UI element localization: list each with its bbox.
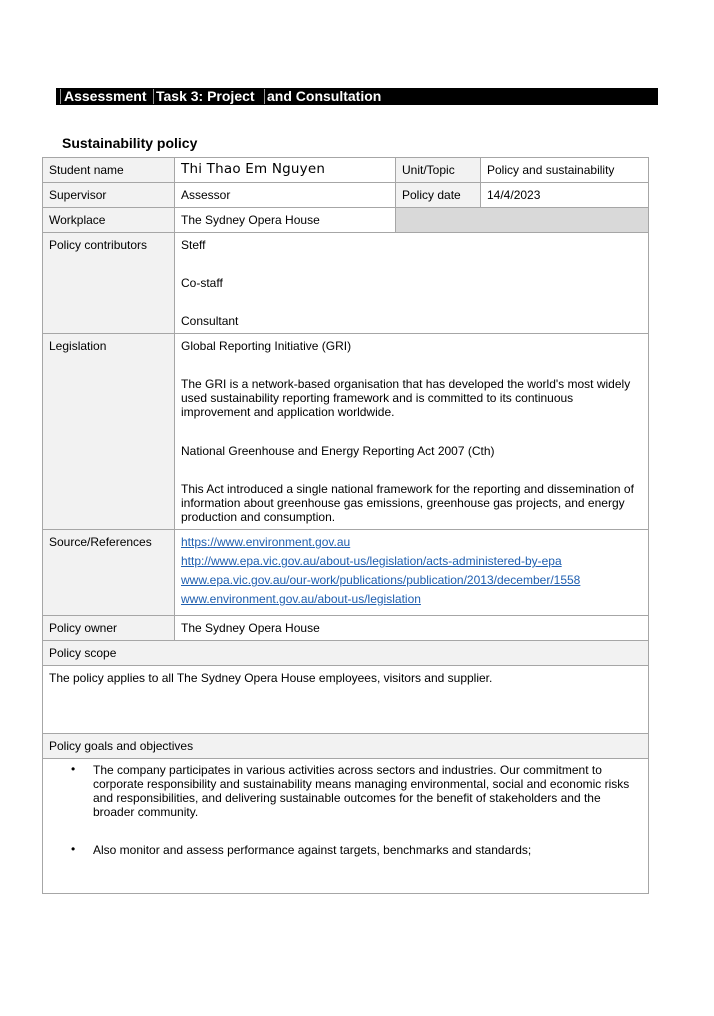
reference-link[interactable]: https://www.environment.gov.au — [181, 535, 351, 549]
goal-text: The company participates in various activities across sectors and industries. Our commitment to corporate responsibility and sustainability means managing environmental, social and economic risks and responsibilities, and delivering sustainable outcomes for the benefit of stakeholders and the broader community. — [93, 763, 630, 819]
supervisor-row — [43, 183, 649, 208]
contributors-value — [175, 233, 649, 334]
bullet-icon: • — [71, 842, 76, 856]
legislation-description: The GRI is a network-based organisation that has developed the world's most widely used sustainability reporting framework and is committed to its continuous improvement and application worldwide. — [181, 377, 631, 419]
sources-value — [175, 530, 649, 616]
sources-row — [43, 530, 649, 616]
unit-topic-label: Unit/Topic — [396, 158, 481, 183]
empty-shaded-cell — [396, 208, 649, 233]
sources-label: Source/References — [43, 530, 175, 616]
student-name-row — [43, 158, 649, 183]
header-divider — [153, 89, 154, 104]
contributor-item: Consultant — [181, 314, 239, 328]
legislation-title: Global Reporting Initiative (GRI) — [181, 339, 352, 353]
contributors-label: Policy contributors — [43, 233, 175, 334]
policy-date-value: 14/4/2023 — [481, 183, 649, 208]
owner-value: The Sydney Opera House — [175, 616, 649, 641]
owner-row — [43, 616, 649, 641]
owner-label: Policy owner — [43, 616, 175, 641]
scope-text-row — [43, 666, 649, 734]
goals-value — [43, 759, 649, 894]
contributors-row — [43, 233, 649, 334]
assessment-header-bar — [56, 88, 658, 105]
reference-link[interactable]: www.epa.vic.gov.au/our-work/publications/publication/2013/december/1558 — [181, 573, 581, 587]
scope-label: Policy scope — [43, 641, 649, 666]
goal-item — [71, 842, 642, 857]
supervisor-label: Supervisor — [43, 183, 175, 208]
legislation-label: Legislation — [43, 334, 175, 530]
section-title: Sustainability policy — [62, 135, 198, 151]
scope-text: The policy applies to all The Sydney Opera House employees, visitors and supplier. — [43, 666, 649, 734]
goals-label: Policy goals and objectives — [43, 734, 649, 759]
contributor-item: Steff — [181, 238, 206, 252]
header-segment-3: and Consultation — [267, 88, 382, 104]
contributor-item: Co-staff — [181, 276, 223, 290]
workplace-value: The Sydney Opera House — [175, 208, 396, 233]
header-divider — [264, 89, 265, 104]
unit-topic-value: Policy and sustainability — [481, 158, 649, 183]
goal-text: Also monitor and assess performance against targets, benchmarks and standards; — [93, 843, 532, 857]
workplace-label: Workplace — [43, 208, 175, 233]
supervisor-value: Assessor — [175, 183, 396, 208]
student-name-value: Thi Thao Em Nguyen — [175, 158, 396, 183]
student-name-label: Student name — [43, 158, 175, 183]
goals-list — [49, 763, 642, 857]
policy-table — [42, 157, 649, 894]
workplace-row — [43, 208, 649, 233]
reference-link[interactable]: http://www.epa.vic.gov.au/about-us/legislation/acts-administered-by-epa — [181, 554, 562, 568]
policy-date-label: Policy date — [396, 183, 481, 208]
header-segment-1: Assessment — [64, 88, 147, 104]
scope-header-row — [43, 641, 649, 666]
legislation-description: This Act introduced a single national framework for the reporting and dissemination of information about greenhouse gas emissions, greenhouse gas projects, and energy production and consumption. — [181, 482, 634, 524]
legislation-value — [175, 334, 649, 530]
header-segment-2: Task 3: Project — [156, 88, 255, 104]
legislation-row — [43, 334, 649, 530]
header-divider — [60, 89, 61, 104]
bullet-icon: • — [71, 762, 76, 776]
goals-row — [43, 759, 649, 894]
goal-item — [71, 762, 642, 819]
reference-link[interactable]: www.environment.gov.au/about-us/legislation — [181, 592, 421, 606]
legislation-title: National Greenhouse and Energy Reporting Act 2007 (Cth) — [181, 444, 495, 458]
goals-header-row — [43, 734, 649, 759]
